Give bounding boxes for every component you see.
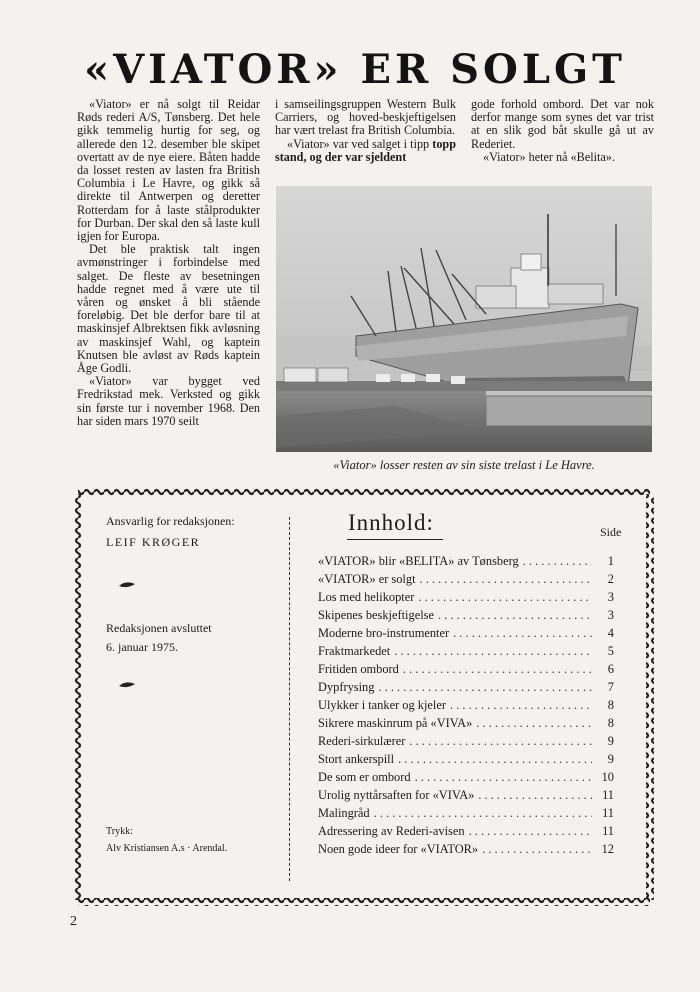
toc-item-title: Adressering av Rederi-avisen: [318, 824, 465, 838]
toc-item-title: Malingråd: [318, 806, 370, 820]
toc-item: [318, 570, 614, 588]
article-paragraph: i samseilingsgruppen Western Bulk Carriers, og hoved-beskjeftigelsen har vært trelast fra British Columbia.: [275, 97, 456, 138]
toc-item-page: 7: [607, 680, 614, 694]
toc-item-page: 10: [601, 770, 614, 784]
toc-item-title: Los med helikopter: [318, 590, 415, 604]
toc-item: [318, 642, 614, 660]
toc-leader: [409, 732, 592, 750]
toc-item-title: Fraktmarkedet: [318, 644, 391, 658]
toc-item-page: 2: [607, 572, 614, 586]
toc-leader: [420, 570, 592, 588]
article-paragraph: [275, 138, 456, 164]
print-label: Trykk:: [106, 826, 133, 837]
closed-date: 6. januar 1975.: [106, 640, 178, 654]
toc-side-label: Side: [600, 525, 622, 539]
toc-item-title: Fritiden ombord: [318, 662, 399, 676]
toc-leader: [482, 840, 592, 858]
toc-item-page: 11: [602, 806, 614, 820]
article-text-bold: topp stand, og der var sjeldent: [275, 136, 456, 164]
article-paragraph: Det ble praktisk talt ingen avmønstringer i forbindelse med salget. De fleste av besetningen hadde regnet med å være ute til våren og ønsket å bli stående foreløbig. Det ble derfor bare til at maskinsjef Albrektsen fikk avløsning av maskinsjef Wahl, og kaptein Knutsen ble avløst av Røds kaptein Åge Godli.: [77, 242, 260, 376]
toc-item: [318, 660, 614, 678]
toc-leader: [394, 642, 592, 660]
toc-item-title: Urolig nyttårsaften for «VIVA»: [318, 788, 475, 802]
editor-label: Ansvarlig for redaksjonen:: [106, 514, 235, 528]
toc-item-title: Noen gode ideer for «VIATOR»: [318, 842, 479, 856]
toc-item-page: 6: [607, 662, 614, 676]
toc-item-page: 3: [607, 608, 614, 622]
toc-leader: [476, 714, 592, 732]
toc-item-page: 8: [607, 698, 614, 712]
toc-item: [318, 822, 614, 840]
toc-item-title: «VIATOR» er solgt: [318, 572, 416, 586]
toc-leader: [403, 660, 592, 678]
toc-item: [318, 552, 614, 570]
toc-item-page: 5: [607, 644, 614, 658]
toc-leader: [523, 552, 592, 570]
toc-leader: [478, 786, 592, 804]
article-column-3: [471, 98, 654, 164]
toc-item: [318, 786, 614, 804]
toc-item-title: Dypfrysing: [318, 680, 375, 694]
toc-item-page: 12: [601, 842, 614, 856]
toc-item-page: 11: [602, 788, 614, 802]
leaf-ornament-icon: [118, 681, 136, 689]
toc-item-title: Stort ankerspill: [318, 752, 395, 766]
leaf-ornament-icon: [118, 581, 136, 589]
toc-item: [318, 696, 614, 714]
toc-item-page: 9: [607, 734, 614, 748]
toc-leader: [415, 768, 592, 786]
ship-illustration: [276, 186, 652, 452]
ship-photo: [276, 186, 652, 452]
toc-leader: [418, 588, 592, 606]
toc-item-page: 8: [607, 716, 614, 730]
toc-item-title: Skipenes beskjeftigelse: [318, 608, 434, 622]
article-column-1: [77, 98, 260, 428]
article-paragraph: «Viator» er nå solgt til Reidar Røds rederi A/S, Tønsberg. Det hele gikk temmelig hurtig for seg, og allerede den 12. desember ble skipet overtatt av de nye eiere. Båten hadde da losset resten av lasten fra British Columbia i Le Havre, og gikk så direkte til Antwerpen og deretter Rotterdam for å laste stålprodukter for Durban. Der skal den så laste kull igjen for Europa.: [77, 97, 260, 244]
toc-leader: [450, 696, 592, 714]
toc-item-title: Ulykker i tanker og kjeler: [318, 698, 446, 712]
toc-leader: [378, 678, 592, 696]
toc-item: [318, 768, 614, 786]
toc-item: [318, 840, 614, 858]
article-paragraph: «Viator» var bygget ved Fredrikstad mek. Verksted og gikk sin første tur i november 1968. Den har siden mars 1970 seilt: [77, 374, 260, 428]
toc-title: Innhold:: [348, 510, 434, 535]
toc-item-page: 9: [607, 752, 614, 766]
toc-list: [318, 552, 614, 858]
toc-item: [318, 588, 614, 606]
column-divider: [289, 517, 290, 881]
headline: «VIATOR» ER SOLGT: [84, 46, 626, 93]
closed-label: Redaksjonen avsluttet: [106, 621, 212, 635]
toc-item: [318, 804, 614, 822]
toc-leader: [453, 624, 592, 642]
editor-name: LEIF KRØGER: [106, 535, 201, 549]
printer-name: Alv Kristiansen A.s · Arendal.: [106, 843, 228, 854]
article-text: «Viator» var ved salget i tipp: [287, 136, 430, 151]
toc-item-title: «VIATOR» blir «BELITA» av Tønsberg: [318, 554, 519, 568]
photo-caption: «Viator» losser resten av sin siste trelast i Le Havre.: [333, 458, 595, 472]
toc-leader: [398, 750, 592, 768]
toc-leader: [469, 822, 592, 840]
toc-item: [318, 606, 614, 624]
toc-leader: [438, 606, 592, 624]
toc-item: [318, 732, 614, 750]
toc-item-title: De som er ombord: [318, 770, 411, 784]
toc-title-underline: [347, 539, 443, 540]
toc-item-page: 1: [607, 554, 614, 568]
toc-item-title: Rederi-sirkulærer: [318, 734, 406, 748]
toc-leader: [374, 804, 592, 822]
toc-item-title: Sikrere maskinrum på «VIVA»: [318, 716, 473, 730]
toc-item: [318, 714, 614, 732]
article-column-2: [275, 98, 456, 164]
toc-item: [318, 678, 614, 696]
toc-item-page: 3: [607, 590, 614, 604]
article-paragraph: gode forhold ombord. Det var nok derfor mange som synes det var trist at en slik god båt skulle gå ut av Rederiet.: [471, 97, 654, 151]
page-number: 2: [70, 914, 77, 929]
toc-item-page: 4: [607, 626, 614, 640]
toc-item: [318, 624, 614, 642]
toc-item-title: Moderne bro-instrumenter: [318, 626, 450, 640]
toc-item: [318, 750, 614, 768]
article-paragraph: «Viator» heter nå «Belita».: [483, 149, 615, 164]
toc-item-page: 11: [602, 824, 614, 838]
